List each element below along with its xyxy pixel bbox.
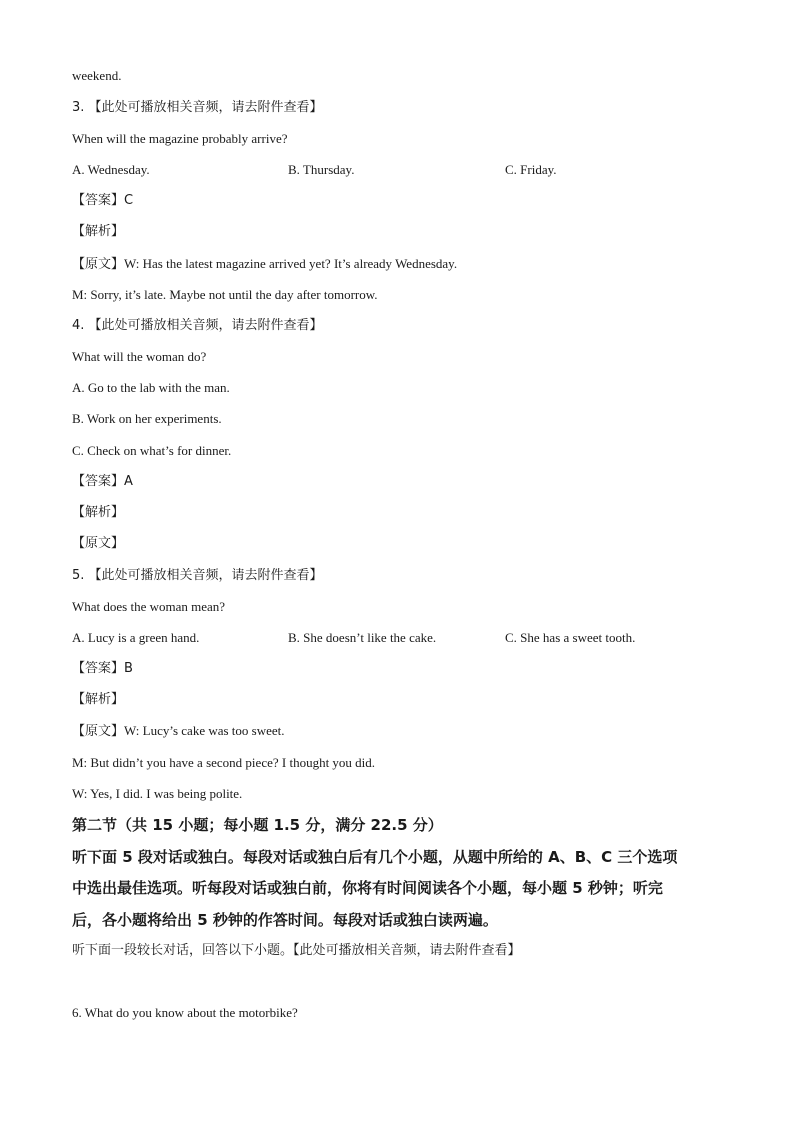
analysis-label: 【解析】: [72, 505, 125, 520]
option-a: A. Wednesday.: [72, 162, 150, 177]
analysis-label: 【解析】: [72, 224, 125, 239]
section-title: 第二节（共 15 小题；每小题 1.5 分，满分 22.5 分）: [72, 816, 443, 834]
option-c: C. Check on what’s for dinner.: [72, 443, 232, 458]
question-text: When will the magazine probably arrive?: [72, 131, 288, 146]
option-a: A. Lucy is a green hand.: [72, 630, 200, 645]
section-intro: 听下面一段较长对话，回答以下小题。【此处可播放相关音频，请去附件查看】: [72, 943, 521, 958]
section-instructions: 后，各小题将给出 5 秒钟的作答时间。每段对话或独白读两遍。: [72, 911, 498, 929]
answer-label: 【答案】A: [72, 474, 133, 489]
question-header: 4. 【此处可播放相关音频，请去附件查看】: [72, 318, 323, 333]
option-c: C. Friday.: [505, 162, 557, 177]
question-text: What does the woman mean?: [72, 599, 226, 614]
option-a: A. Go to the lab with the man.: [72, 380, 230, 395]
question-text: 6. What do you know about the motorbike?: [72, 1005, 298, 1020]
section-instructions: 中选出最佳选项。听每段对话或独白前，你将有时间阅读各个小题，每小题 5 秒钟；听完: [72, 879, 663, 897]
transcript-label: 【原文】: [72, 536, 125, 551]
answer-label: 【答案】C: [72, 193, 134, 208]
transcript-line: M: But didn’t you have a second piece? I thought you did.: [72, 755, 376, 770]
option-b: B. Work on her experiments.: [72, 411, 222, 426]
text-line: weekend.: [72, 68, 122, 83]
transcript-line: 【原文】W: Has the latest magazine arrived yet? It’s already Wednesday.: [72, 256, 458, 271]
option-b: B. She doesn’t like the cake.: [288, 630, 437, 645]
option-b: B. Thursday.: [288, 162, 355, 177]
question-header: 3. 【此处可播放相关音频，请去附件查看】: [72, 100, 323, 115]
analysis-label: 【解析】: [72, 692, 125, 707]
transcript-line: 【原文】W: Lucy’s cake was too sweet.: [72, 723, 285, 738]
answer-label: 【答案】B: [72, 661, 133, 676]
transcript-line: W: Yes, I did. I was being polite.: [72, 786, 243, 801]
option-c: C. She has a sweet tooth.: [505, 630, 636, 645]
question-header: 5. 【此处可播放相关音频，请去附件查看】: [72, 568, 323, 583]
transcript-line: M: Sorry, it’s late. Maybe not until the day after tomorrow.: [72, 287, 378, 302]
question-text: What will the woman do?: [72, 349, 207, 364]
section-instructions: 听下面 5 段对话或独白。每段对话或独白后有几个小题，从题中所给的 A、B、C 三个选项: [72, 848, 678, 866]
